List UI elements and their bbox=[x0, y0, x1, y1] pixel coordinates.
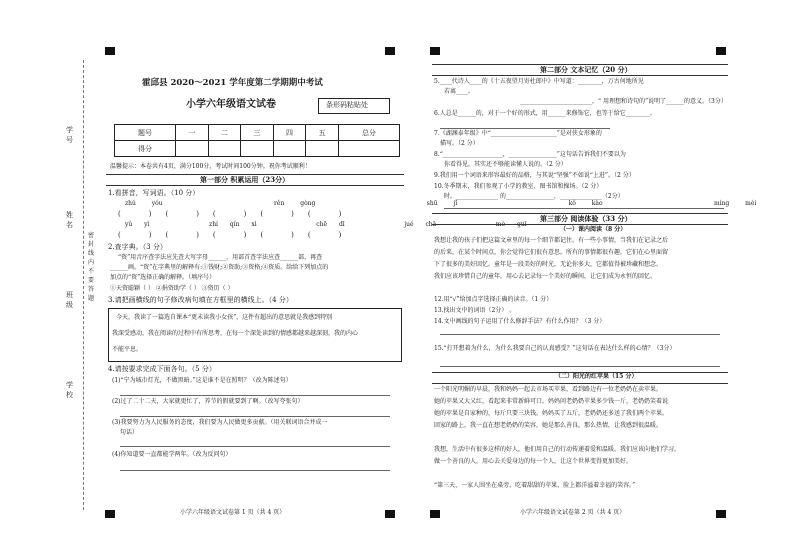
part2-header: 第二部分 文本记忆（20 分） bbox=[540, 65, 632, 74]
registration-mark bbox=[105, 47, 115, 55]
q3-prompt: 3.请把画横线的句子修改病句填在方框里的横线上。（4 分） bbox=[108, 296, 293, 304]
side-label-name: 姓名 bbox=[66, 211, 73, 229]
pinyin-item: mò guī bbox=[495, 221, 527, 228]
passage1-line: 的后来，在某个时间点，你会觉得它们很有意思。所有的事情都很有趣，它们在心里面留 bbox=[434, 249, 669, 256]
r-q12: 12.用“√”给加点字选择正确的读音。（1 分） bbox=[434, 296, 553, 303]
score-cell bbox=[273, 141, 306, 157]
q4-2: (2)过了二十二天，大家就更忙了，养节的假就要到了啊。（改写夸张句） bbox=[112, 398, 304, 405]
q1-prompt: 1.看拼音，写词语。（10 分） bbox=[108, 189, 200, 197]
registration-mark bbox=[385, 510, 395, 518]
part3-header: 第三部分 阅读体验（33 分） bbox=[540, 214, 632, 223]
registration-mark bbox=[105, 510, 115, 518]
r-q5c: ________________________，“ 用理想和诗句的”说明了______的意义。（3分） bbox=[520, 98, 727, 105]
passage2-line: 做一个善良的人，用心去关爱身边的每一个人，让这个世界变得更加美好。 bbox=[434, 458, 633, 465]
registration-mark bbox=[430, 47, 440, 55]
passage2-line: “第三天，一家人围坐在桌旁，吃着甜甜的苹果，脸上都洋溢着幸福的笑容。” bbox=[434, 482, 636, 489]
passage2-line: 回家的路上，我一直在想老奶奶的笑容，她是那么善良，那么热情，让我感到很温暖。 bbox=[434, 422, 663, 429]
answer-line bbox=[440, 366, 720, 367]
answer-line bbox=[120, 446, 390, 447]
q4-3b: 句话） bbox=[120, 429, 139, 436]
exam-notice: 温馨提示：本卷共有4页，满分100分，考试时间100分钟。祝你考试顺利！ bbox=[110, 163, 311, 170]
pinyin-item: shū jǐ bbox=[426, 200, 458, 207]
answer-line bbox=[444, 208, 724, 209]
side-cut-notice: 密封线内不要答题 bbox=[88, 232, 95, 302]
r-q7: 7.《湖渊泰年级》中“______________________”是对侠女形象的 bbox=[434, 130, 602, 137]
registration-mark bbox=[716, 47, 726, 55]
passage2-line: 她的苹果又大又红，看起来非常新鲜可口。妈妈问老奶奶苹果多少钱一斤，老奶奶笑着说 bbox=[434, 398, 669, 405]
pinyin-item: míng méi bbox=[713, 200, 757, 207]
q2-prompt: 2.查字典。（3 分） bbox=[108, 243, 167, 251]
score-cell: 二 bbox=[208, 125, 241, 141]
r-q14: 14.文中画线的句子运用了什么修辞手法？有什么作用？（3 分） bbox=[434, 318, 606, 325]
part1-header: 第一部分 积累运用（23分） bbox=[200, 175, 290, 184]
answer-line bbox=[440, 334, 720, 335]
exam-county-line: 霍邱县 2020～2021 学年度第二学期期中考试 bbox=[142, 78, 323, 88]
score-cell bbox=[306, 141, 339, 157]
side-label-school: 学校 bbox=[66, 381, 73, 399]
q2-text-2: ______画。“资”在字典里的解释有:①钱财;②资助;③资格;④资质。给给下列加点的 bbox=[110, 264, 329, 271]
r-q8: 8.“____________________，________________”这句话告诉我们不要以为 bbox=[434, 151, 626, 158]
q3-passage-line-3: 不能平息。 bbox=[112, 346, 143, 353]
q2-text-4: ①天资聪颖（ ） ②捐资助学（ ） ③资历（ ） bbox=[110, 285, 234, 292]
q4-prompt: 4.请按要求完成下面各句。（5 分） bbox=[108, 365, 216, 373]
answer-brackets-row-1: ( ) ( ) ( ) ( ) ( ) bbox=[118, 210, 342, 218]
q4-3: (3)我要努力为人民服务的态度，我们要为人民做更多贡献。（用关联词语合并成一 bbox=[112, 419, 328, 426]
registration-mark bbox=[430, 510, 440, 518]
exam-title: 小学六年级语文试卷 bbox=[186, 99, 276, 110]
passage1-line: 下了很多的美好回忆。童年是一段美好的时光，无论你多大，它都值得被珍藏和想念。 bbox=[434, 261, 663, 268]
answer-line bbox=[120, 470, 390, 471]
score-cell bbox=[338, 141, 399, 157]
pinyin-item: zhí qín xì bbox=[209, 221, 257, 228]
r-q7b: 描写。（2 分） bbox=[440, 140, 479, 147]
score-cell: 得分 bbox=[115, 141, 176, 157]
score-cell bbox=[176, 141, 209, 157]
pinyin-item: yǔ yì bbox=[125, 221, 150, 228]
passage1-line: 我们应该珍惜自己的童年，用心去记录每一个美好的瞬间，让它们成为永恒的回忆。 bbox=[434, 273, 657, 280]
r-q15: 15.“打开想着为什么，为什么我要自己的认真感受？”这句话在表达什么样的心情？（3分） bbox=[434, 345, 676, 352]
score-cell: 题号 bbox=[115, 125, 176, 141]
passage1-line: 我想让我的孩子们把这篇文章里的每一个细节都记住。有一些小事情，当我们在记录之后 bbox=[434, 237, 669, 244]
r-q6: 6.人总是______的，对于一个好的形式，用______来修饰它，也等于给它________。 bbox=[434, 110, 656, 117]
registration-mark bbox=[716, 510, 726, 518]
pinyin-item: kǒ kào bbox=[568, 200, 603, 207]
barcode-label: 条形码粘贴处 bbox=[326, 101, 368, 109]
r-q13: 13.找出文中的词语（2分） 。 bbox=[434, 307, 516, 314]
score-table-score-row bbox=[115, 141, 400, 157]
passage2-line: 她的苹果是自家种的，每斤只要三块钱。妈妈买了五斤，老奶奶还多送了我们两个苹果。 bbox=[434, 410, 669, 417]
pinyin-item: jué chā bbox=[404, 221, 437, 228]
pinyin-item: chē dī bbox=[316, 221, 345, 228]
q2-text-1: “资”用音序查字法应先查大写字母______，用部首查字法应查______部，再查 bbox=[118, 254, 323, 261]
score-cell: 三 bbox=[241, 125, 274, 141]
q2-text-3: 加点的“资”选择正确的解释。（填序号） bbox=[110, 274, 216, 281]
r-q9: 9.我们用一个词语来形容最好的品格，与其说“坚强”不如说“上进”。（2 分） bbox=[434, 172, 635, 179]
sub1-header: （一）课内阅读（8 分） bbox=[560, 226, 627, 233]
binding-cut-line bbox=[83, 60, 84, 510]
score-table bbox=[114, 124, 400, 157]
answer-line bbox=[120, 416, 390, 417]
q3-passage-line-2: 我深受感动，我在阅读的过程中有所思考，在每一个深处读到的情感都越来越深刻，我的内心 bbox=[112, 330, 359, 337]
r-q5: 5.____代诗人____的《十五夜望月寄杜郎中》中写道：________，万古何地所见 bbox=[434, 78, 644, 85]
answer-line bbox=[120, 395, 390, 396]
answer-line bbox=[440, 128, 610, 129]
side-label-number: 学号 bbox=[66, 126, 73, 144]
pinyin-row-1 bbox=[125, 201, 756, 207]
footer-right: 小学六年级语文试卷第 2 页（共 4 页） bbox=[520, 509, 626, 516]
score-table-header-row bbox=[115, 125, 400, 141]
sub2-header: （二）阳光的红苹果（15 分） bbox=[555, 373, 638, 380]
footer-left: 小学六年级语文试卷第 1 页（共 4 页） bbox=[180, 509, 286, 516]
r-q10b: 时，______________ 的________________，______________（2分） bbox=[444, 193, 624, 200]
score-cell: 四 bbox=[273, 125, 306, 141]
passage2-line: 我想，生活中有很多这样的好人，他们用自己的行动传递着爱和温暖。我们应该向他们学习。 bbox=[434, 446, 681, 453]
score-cell bbox=[208, 141, 241, 157]
r-q5b: 若离____。 bbox=[444, 88, 475, 95]
score-cell: 总分 bbox=[338, 125, 399, 141]
r-q10: 10.冬季期末，我们参观了小学的教室、图书馆和操场。（2 分） bbox=[434, 183, 603, 190]
answer-brackets-row-2: ( ) ( ) ( ) ( ) ( ) bbox=[118, 231, 342, 239]
score-cell bbox=[241, 141, 274, 157]
q3-passage-line-1: 今天，我读了一篇选自课本“更未读我小女孩”，这件有超出的意思就是我感到特别 bbox=[116, 314, 333, 321]
registration-mark bbox=[385, 47, 395, 55]
score-cell: 一 bbox=[176, 125, 209, 141]
r-q8b: 你看得见，其实还不够能读懂人说的。（2 分） bbox=[444, 161, 567, 168]
passage2-line: 一个阳光明媚的早晨，我和妈妈一起去市场买苹果，看到路边有一位老奶奶在卖苹果。 bbox=[434, 386, 663, 393]
q4-4: (4)你知道要一直都能学两年。（改为反问句） bbox=[112, 451, 232, 458]
score-cell: 五 bbox=[306, 125, 339, 141]
pinyin-item: rěn gòng bbox=[274, 200, 316, 207]
side-label-class: 班级 bbox=[66, 291, 73, 309]
q4-1: (1)“宁为城市灯光，不做黑暗。”这是谁不是在照明？（改为陈述句） bbox=[112, 377, 292, 384]
pinyin-item: zhǔ yóu bbox=[125, 200, 163, 207]
